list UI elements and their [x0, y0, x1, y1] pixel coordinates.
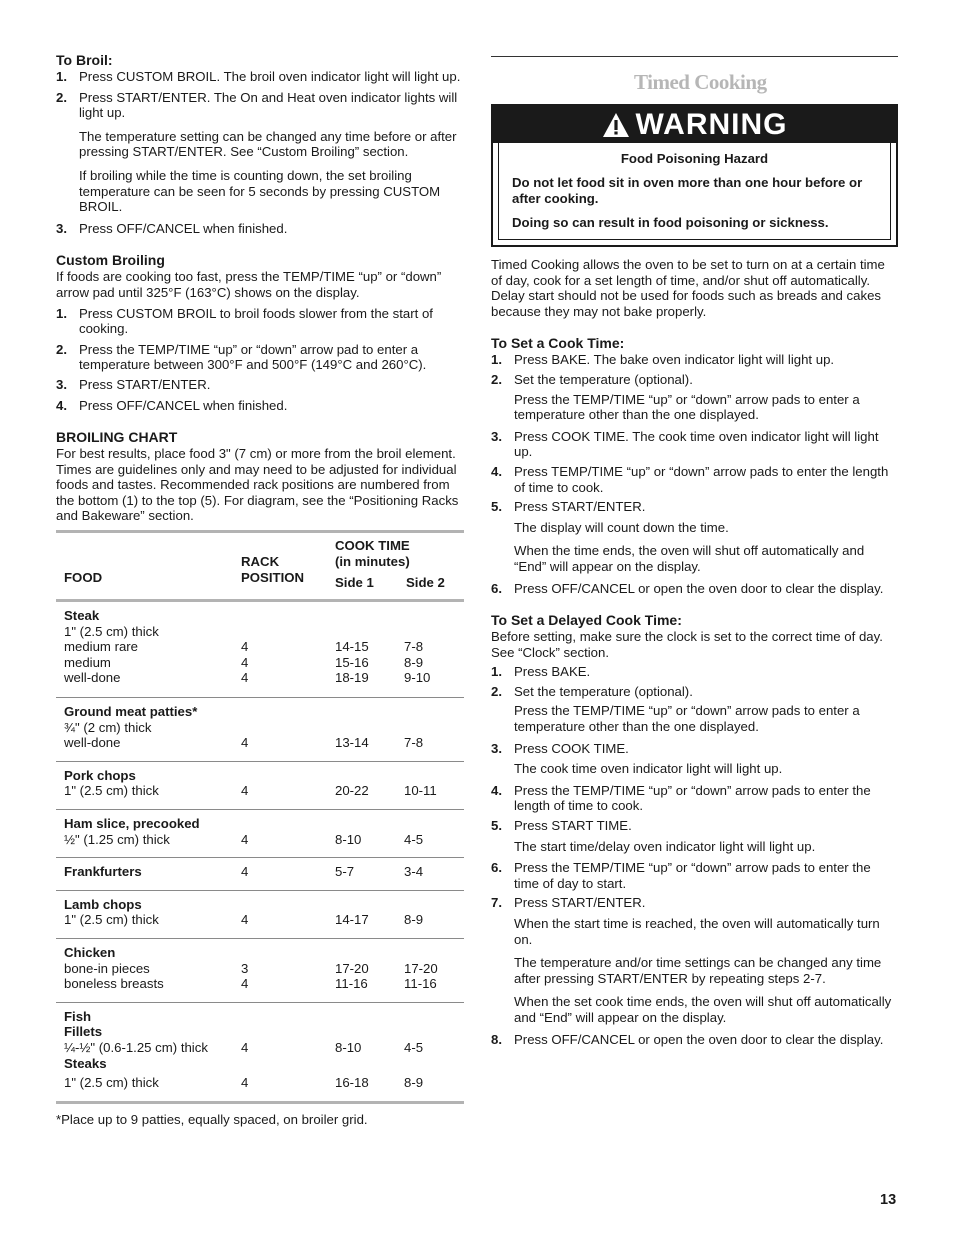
step-item: 1. Press CUSTOM BROIL. The broil oven indicator light will light up.	[56, 69, 461, 84]
step-note: The start time/delay oven indicator light will light up.	[514, 838, 816, 854]
step-note: The temperature setting can be changed any time before or after pressing START/ENTER. See “Custom Broiling” section.	[79, 128, 457, 160]
cook-time-steps	[491, 352, 898, 596]
broiling-chart-intro: For best results, place food 3" (7 cm) or more from the broil element. Times are guidelines only and may need to be adjusted for individual foods and tastes. Recommended rack positions are numbered from the bottom (1) to the top (5). For diagram, see the “Positioning Racks and Bakeware” section.	[56, 446, 459, 524]
step-note: Press the TEMP/TIME “up” or “down” arrow pads to enter a temperature other than the one displayed.	[514, 391, 860, 423]
warning-hazard: Food Poisoning Hazard	[620, 151, 769, 166]
step-item: 7. Press START/ENTER. When the start time is reached, the oven will automatically turn on. The temperature and/or time settings can be changed any time after pressing START/ENTER by repeating steps 2-7. When the set cook time ends, the oven will shut off automatically and “End” will appear on the display.	[491, 895, 898, 1025]
step-item: 3. Press COOK TIME. The cook time oven indicator light will light up.	[491, 741, 898, 777]
warning-label: WARNING	[635, 107, 788, 141]
table-header	[56, 533, 464, 602]
step-item: 6. Press the TEMP/TIME “up” or “down” arrow pads to enter the time of day to start.	[491, 860, 871, 891]
warning-line: Do not let food sit in oven more than one hour before or after cooking.	[512, 175, 863, 206]
step-item: 3. Press COOK TIME. The cook time oven indicator light will light up.	[491, 428, 879, 460]
step-note: When the time ends, the oven will shut off automatically and “End” will appear on the display.	[514, 543, 865, 574]
to-broil-steps	[56, 69, 464, 236]
header-position: POSITION	[241, 570, 305, 586]
header-side-2: Side 2	[406, 575, 445, 591]
broiling-chart-table	[56, 530, 464, 1104]
step-item: 8. Press OFF/CANCEL or open the oven door to clear the display.	[491, 1031, 884, 1047]
table-row: Lamb chops 1" (2.5 cm) thick 4 14-17 8-9	[56, 891, 464, 939]
broiling-chart-heading: BROILING CHART	[56, 429, 178, 446]
header-food: FOOD	[64, 570, 103, 586]
step-item: 4. Press OFF/CANCEL when finished.	[56, 397, 288, 413]
step-item: 1. Press BAKE.	[491, 664, 591, 680]
table-row: Ground meat patties* ¾" (2 cm) thick well-done 4 13-14 7-8	[56, 698, 464, 762]
table-row: Pork chops 1" (2.5 cm) thick 4 20-22 10-11	[56, 762, 464, 810]
cook-time-heading: To Set a Cook Time:	[491, 335, 625, 352]
header-side-1: Side 1	[335, 575, 374, 591]
right-column	[491, 52, 898, 1047]
step-item: 5. Press START/ENTER. The display will count down the time. When the time ends, the oven will shut off automatically and “End” will appear on the display.	[491, 499, 898, 574]
step-item: 4. Press TEMP/TIME “up” or “down” arrow pads to enter the length of time to cook.	[491, 463, 889, 495]
page-number: 13	[880, 1192, 897, 1208]
step-item: 4. Press the TEMP/TIME “up” or “down” arrow pads to enter the length of time to cook.	[491, 782, 871, 814]
chart-footnote: *Place up to 9 patties, equally spaced, on broiler grid.	[56, 1111, 368, 1127]
step-item: 2. Set the temperature (optional). Press the TEMP/TIME “up” or “down” arrow pads to enter a temperature other than the one displayed.	[491, 684, 898, 735]
header-in-minutes: (in minutes)	[335, 554, 410, 570]
table-row: Steak 1" (2.5 cm) thick medium rare 4 14-15 7-8 medium 4 15-16 8-9 well-done 4 18-19 9-10	[56, 602, 464, 698]
timed-cooking-intro: Timed Cooking allows the oven to be set to turn on at a certain time of day, cook for a set length of time, and/or shut off automatically. Delay start should not be used for foods such as breads and cakes because they may not bake properly.	[491, 257, 885, 319]
table-row: Ham slice, precooked ½" (1.25 cm) thick 4 8-10 4-5	[56, 810, 464, 858]
header-rack: RACK	[241, 554, 280, 570]
step-item: 6. Press OFF/CANCEL or open the oven door to clear the display.	[491, 580, 884, 596]
section-divider	[491, 56, 898, 57]
step-item: 3. Press START/ENTER.	[56, 376, 211, 392]
delayed-cook-time-steps	[491, 664, 898, 1047]
section-title: Timed Cooking	[634, 70, 767, 94]
delayed-cook-time-heading: To Set a Delayed Cook Time:	[491, 612, 682, 629]
step-note: If broiling while the time is counting down, the set broiling temperature can be seen for 5 seconds by pressing CUSTOM BROIL.	[79, 167, 441, 215]
table-row: Frankfurters 4 5-7 3-4	[56, 858, 464, 891]
delayed-cook-time-intro: Before setting, make sure the clock is set to the correct time of day. See “Clock” section.	[491, 629, 883, 660]
left-column	[56, 52, 464, 1127]
header-cook-time: COOK TIME	[335, 538, 410, 554]
step-item: 3. Press OFF/CANCEL when finished.	[56, 220, 288, 236]
step-note: The cook time oven indicator light will light up.	[514, 761, 783, 777]
warning-box	[491, 104, 898, 247]
table-row: Chicken bone-in pieces 3 17-20 17-20 boneless breasts 4 11-16 11-16	[56, 939, 464, 1003]
custom-broiling-steps	[56, 306, 464, 414]
step-item: 1. Press CUSTOM BROIL to broil foods slower from the start of cooking.	[56, 305, 433, 337]
step-item: 2. Set the temperature (optional). Press the TEMP/TIME “up” or “down” arrow pads to enter a temperature other than the one displayed.	[491, 372, 898, 423]
step-note: The temperature and/or time settings can be changed any time after pressing START/ENTER by repeating steps 2-7.	[514, 955, 882, 986]
warning-line: Doing so can result in food poisoning or sickness.	[512, 215, 829, 230]
custom-broiling-heading: Custom Broiling	[56, 252, 165, 269]
step-item: 2. Press START/ENTER. The On and Heat oven indicator lights will light up. The temperature setting can be changed any time before or after pressing START/ENTER. See “Custom Broiling” section. If broiling while the time is counting down, the set broiling temperature can be seen for 5 seconds by pressing CUSTOM BROIL.	[56, 90, 464, 215]
to-broil-heading: To Broil:	[56, 52, 113, 68]
step-note: When the start time is reached, the oven will automatically turn on.	[514, 916, 880, 947]
step-note: The display will count down the time.	[514, 519, 729, 535]
warning-body	[498, 143, 891, 240]
step-item: 1. Press BAKE. The bake oven indicator light will light up.	[491, 352, 835, 368]
step-item: 2. Press the TEMP/TIME “up” or “down” arrow pad to enter a temperature between 300°F and 500°F (149°C and 260°C).	[56, 341, 427, 373]
custom-broiling-intro: If foods are cooking too fast, press the TEMP/TIME “up” or “down” arrow pad until 325°F (163°C) shows on the display.	[56, 269, 442, 300]
step-note: Press the TEMP/TIME “up” or “down” arrow pads to enter a temperature other than the one displayed.	[514, 703, 860, 735]
warning-triangle-icon	[602, 112, 630, 138]
step-item: 5. Press START TIME. The start time/delay oven indicator light will light up.	[491, 818, 898, 854]
step-note: When the set cook time ends, the oven will shut off automatically and “End” will appear on the display.	[514, 994, 892, 1025]
table-row: Fish Fillets ¼-½" (0.6-1.25 cm) thick 4 8-10 4-5 Steaks 1" (2.5 cm) thick 4 16-18 8-9	[64, 1008, 424, 1091]
warning-banner	[493, 106, 896, 143]
